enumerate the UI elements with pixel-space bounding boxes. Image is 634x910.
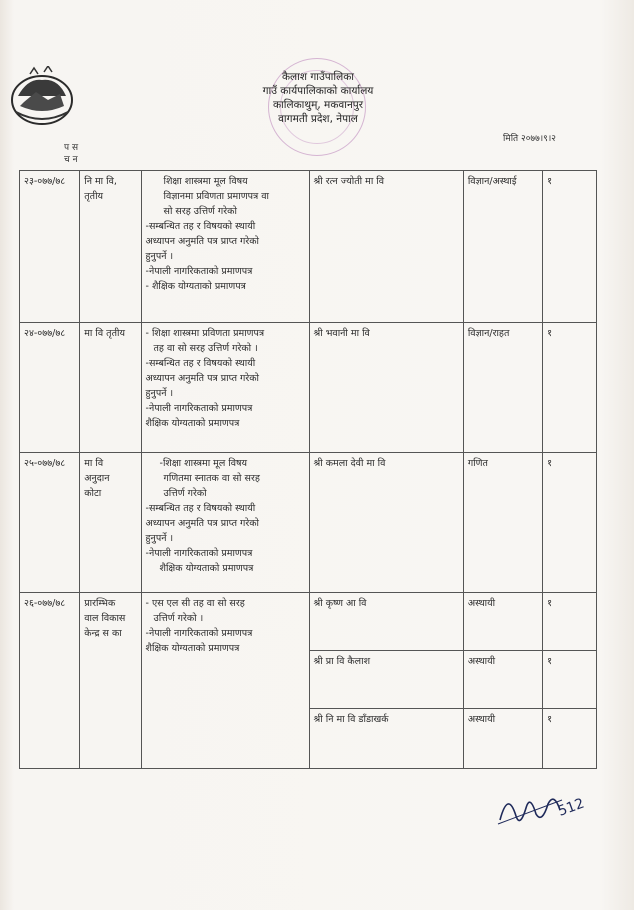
header-municipality: कैलाश गाउँपालिका xyxy=(281,71,355,83)
qualification-requirements: -शिक्षा शास्त्रमा मूल विषय गणितमा स्नातक वा सो सरह उत्तिर्ण गरेको -सम्बन्धित तह र विषयको स्थायी अध्यापन अनुमति पत्र प्राप्त गरेको हुनुपर्ने । -नेपाली नागरिकताको प्रमाणपत्र शैक्षिक योग्यताको प्रमाणपत्र xyxy=(141,453,309,593)
subject-type: गणित xyxy=(463,453,542,593)
post-count: १ xyxy=(543,323,597,453)
handwritten-signature xyxy=(490,780,600,840)
svg-text:512: 512 xyxy=(555,795,587,820)
subject-type: विज्ञान/राहत xyxy=(463,323,542,453)
subject-type: अस्थायी xyxy=(463,709,542,769)
school-name: श्री कमला देवी मा वि xyxy=(309,453,463,593)
qualification-requirements: - शिक्षा शास्त्रमा प्रविणता प्रमाणपत्र तह वा सो सरह उत्तिर्ण गरेको । -सम्बन्धित तह र विषयको स्थायी अध्यापन अनुमति पत्र प्राप्त गरेको हुनुपर्ने । -नेपाली नागरिकताको प्रमाणपत्र शैक्षिक योग्यताको प्रमाणपत्र xyxy=(141,323,309,453)
advertisement-code: २४-०७७/७८ xyxy=(20,323,80,453)
header-office: गाउँ कार्यपालिकाको कार्यालय xyxy=(262,85,374,97)
school-name: श्री कृष्ण आ वि xyxy=(309,593,463,651)
post-count: १ xyxy=(543,171,597,323)
dispatch-number-label: च न xyxy=(64,155,78,165)
school-name: श्री रत्न ज्योती मा वि xyxy=(309,171,463,323)
subject-type: विज्ञान/अस्थाई xyxy=(463,171,542,323)
table-row xyxy=(20,453,597,593)
post-count: १ xyxy=(543,453,597,593)
school-name: श्री प्रा वि कैलाश xyxy=(309,651,463,709)
post-count: १ xyxy=(543,593,597,651)
position-level: मा वि तृतीय xyxy=(80,323,141,453)
nepal-emblem-logo xyxy=(8,66,76,128)
advertisement-code: २३-०७७/७८ xyxy=(20,171,80,323)
school-name: श्री नि मा वि डाँडाखर्क xyxy=(309,709,463,769)
post-count: १ xyxy=(543,651,597,709)
position-level: मा वि अनुदान कोटा xyxy=(80,453,141,593)
header-address: कालिकाथुम्, मकवानपुर xyxy=(272,99,364,111)
qualification-requirements: - एस एल सी तह वा सो सरह उत्तिर्ण गरेको । -नेपाली नागरिकताको प्रमाणपत्र शैक्षिक योग्यताको प्रमाणपत्र xyxy=(141,593,309,769)
subject-type: अस्थायी xyxy=(463,651,542,709)
table-row xyxy=(20,171,597,323)
school-name: श्री भवानी मा वि xyxy=(309,323,463,453)
advertisement-code: २५-०७७/७८ xyxy=(20,453,80,593)
table-row xyxy=(20,323,597,453)
vacancy-table xyxy=(19,170,597,769)
qualification-requirements: शिक्षा शास्त्रमा मूल विषय विज्ञानमा प्रविणता प्रमाणपत्र वा सो सरह उत्तिर्ण गरेको -सम्बन्धित तह र विषयको स्थायी अध्यापन अनुमति पत्र प्राप्त गरेको हुनुपर्ने । -नेपाली नागरिकताको प्रमाणपत्र - शैक्षिक योग्यताको प्रमाणपत्र xyxy=(141,171,309,323)
letter-date: मिति २०७७।९।२ xyxy=(503,134,556,144)
position-level: प्रारम्भिक वाल विकास केन्द्र स का xyxy=(80,593,141,769)
post-count: १ xyxy=(543,709,597,769)
subject-type: अस्थायी xyxy=(463,593,542,651)
letter-number-label: प स xyxy=(64,143,79,153)
position-level: नि मा वि, तृतीय xyxy=(80,171,141,323)
header-province: वागमती प्रदेश, नेपाल xyxy=(278,113,358,125)
advertisement-code: २६-०७७/७८ xyxy=(20,593,80,769)
table-row xyxy=(20,593,597,651)
office-header xyxy=(228,70,408,126)
